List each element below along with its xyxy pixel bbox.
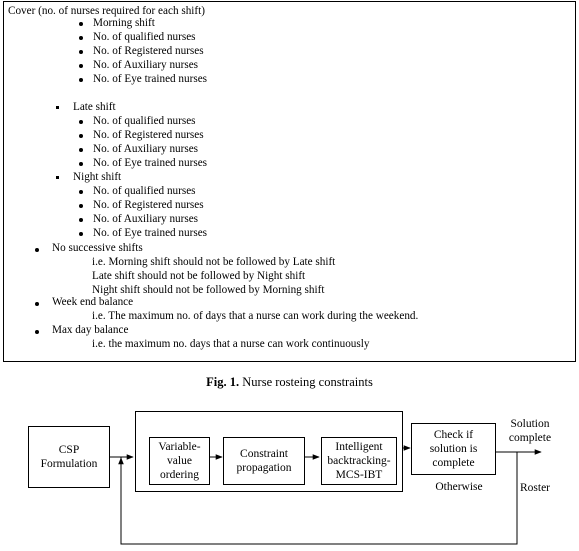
- figure-number: Fig. 1.: [206, 375, 240, 389]
- backtracking-text: Intelligent backtracking- MCS-IBT: [327, 441, 391, 481]
- constraint-propagation-box: [223, 437, 305, 485]
- bullet-icon: [79, 232, 83, 236]
- morning-item: No. of qualified nurses: [93, 31, 196, 43]
- night-item: No. of Eye trained nurses: [93, 227, 208, 239]
- bullet-icon: [79, 162, 83, 166]
- bullet-icon: [79, 22, 83, 26]
- morning-item: No. of Auxiliary nurses: [93, 59, 199, 71]
- max-day-line: i.e. the maximum no. days that a nurse can work continuously: [92, 338, 370, 350]
- check-solution-text: Check if solution is complete: [429, 429, 478, 469]
- night-item: No. of qualified nurses: [93, 185, 196, 197]
- morning-shift-label: Morning shift: [93, 17, 155, 29]
- roster-label: Roster: [519, 482, 551, 494]
- variable-ordering-box: [149, 437, 210, 485]
- cover-heading: Cover (no. of nurses required for each shift): [8, 5, 205, 17]
- square-bullet-icon: [56, 176, 59, 179]
- bullet-icon: [35, 248, 39, 252]
- backtracking-box: [321, 437, 397, 485]
- morning-item: No. of Eye trained nurses: [93, 73, 208, 85]
- variable-ordering-text: Variable- value ordering: [158, 441, 201, 481]
- night-shift-label: Night shift: [73, 171, 122, 183]
- night-item: No. of Auxiliary nurses: [93, 213, 199, 225]
- bullet-icon: [79, 148, 83, 152]
- csp-formulation-text: CSP Formulation: [40, 444, 98, 470]
- morning-item: No. of Registered nurses: [93, 45, 204, 57]
- check-solution-box: [411, 423, 496, 475]
- no-successive-label: No successive shifts: [52, 242, 143, 254]
- bullet-icon: [79, 218, 83, 222]
- square-bullet-icon: [56, 106, 59, 109]
- bullet-icon: [79, 36, 83, 40]
- csp-formulation-box: [28, 426, 110, 488]
- bullet-icon: [79, 190, 83, 194]
- bullet-icon: [79, 204, 83, 208]
- bullet-icon: [79, 50, 83, 54]
- late-item: No. of Registered nurses: [93, 129, 204, 141]
- late-item: No. of qualified nurses: [93, 115, 196, 127]
- bullet-icon: [79, 64, 83, 68]
- bullet-icon: [35, 330, 39, 334]
- bullet-icon: [79, 134, 83, 138]
- late-shift-label: Late shift: [73, 101, 116, 113]
- weekend-line: i.e. The maximum no. of days that a nurse can work during the weekend.: [92, 310, 419, 322]
- figure-caption: [0, 375, 579, 390]
- otherwise-label: Otherwise: [435, 481, 483, 493]
- bullet-icon: [35, 302, 39, 306]
- no-successive-line: Night shift should not be followed by Morning shift: [92, 284, 325, 296]
- late-item: No. of Eye trained nurses: [93, 157, 208, 169]
- bullet-icon: [79, 120, 83, 124]
- max-day-label: Max day balance: [52, 324, 129, 336]
- weekend-label: Week end balance: [52, 296, 134, 308]
- no-successive-line: Late shift should not be followed by Night shift: [92, 270, 306, 282]
- solution-complete-label: Solution complete: [508, 418, 552, 444]
- bullet-icon: [79, 78, 83, 82]
- no-successive-line: i.e. Morning shift should not be followed by Late shift: [92, 256, 336, 268]
- night-item: No. of Registered nurses: [93, 199, 204, 211]
- late-item: No. of Auxiliary nurses: [93, 143, 199, 155]
- constraint-propagation-text: Constraint propagation: [236, 448, 292, 474]
- figure-title: Nurse rosteing constraints: [239, 375, 373, 389]
